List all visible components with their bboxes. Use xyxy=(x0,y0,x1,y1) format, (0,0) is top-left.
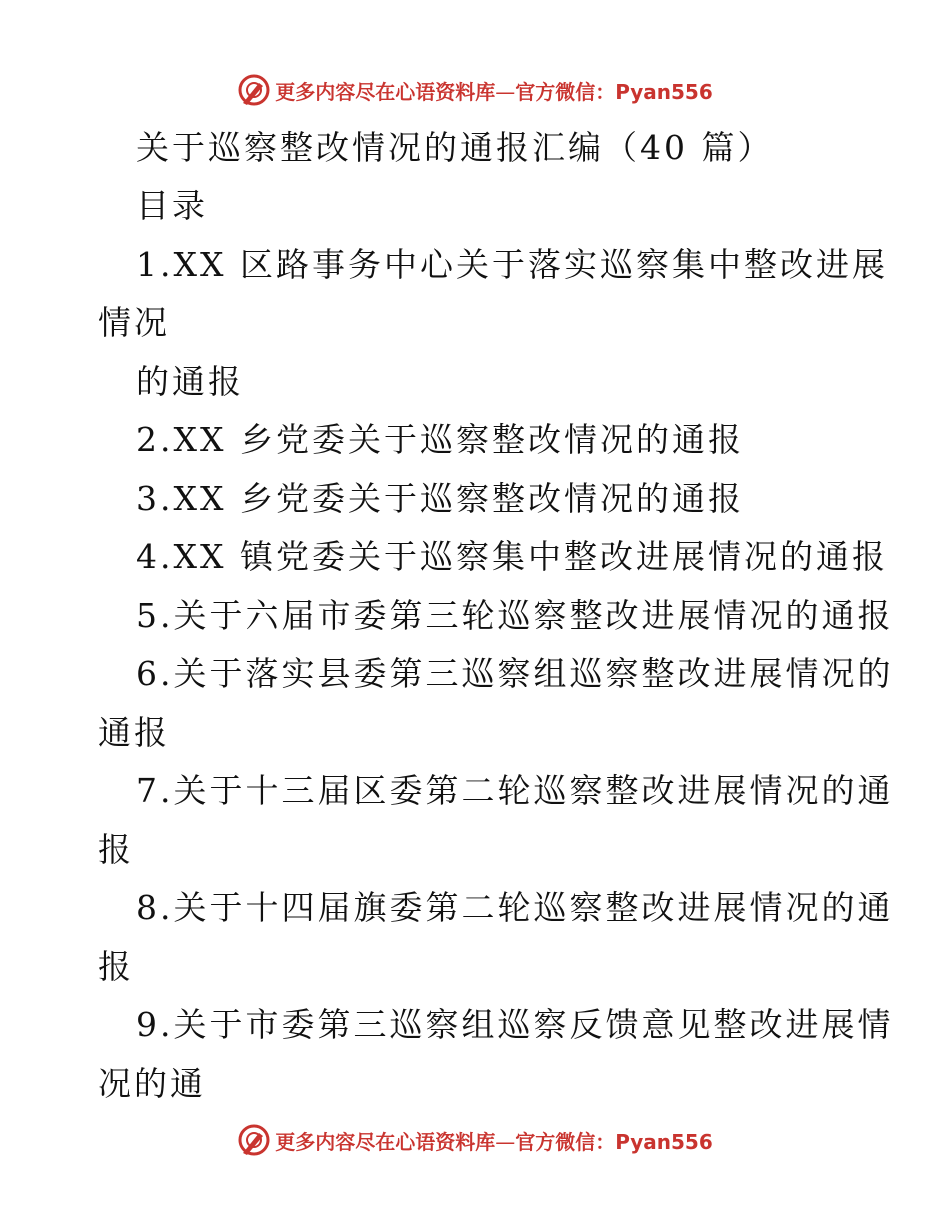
pen-logo-icon xyxy=(237,73,271,107)
toc-line: 情况 xyxy=(98,303,170,342)
toc-line: 报 xyxy=(98,830,134,869)
document-title: 关于巡察整改情况的通报汇编（40 篇） xyxy=(136,128,774,167)
banner-suffix: 官方微信：Pyan556 xyxy=(515,79,713,104)
toc-line: 7.关于十三届区委第二轮巡察整改进展情况的通 xyxy=(136,771,894,810)
footer-banner xyxy=(0,1120,950,1160)
toc-line: 1.XX 区路事务中心关于落实巡察集中整改进展 xyxy=(136,245,888,284)
toc-line: 8.关于十四届旗委第二轮巡察整改进展情况的通 xyxy=(136,888,894,927)
toc-line: 6.关于落实县委第三巡察组巡察整改进展情况的 xyxy=(136,654,894,693)
pen-logo-icon xyxy=(237,1123,271,1157)
banner-separator: — xyxy=(495,79,516,104)
banner-suffix: 官方微信：Pyan556 xyxy=(515,1129,713,1154)
toc-line: 2.XX 乡党委关于巡察整改情况的通报 xyxy=(136,420,744,459)
banner-text xyxy=(275,1126,713,1155)
banner-separator: — xyxy=(495,1129,516,1154)
toc-line: 通报 xyxy=(98,713,170,752)
toc-line: 的通报 xyxy=(136,362,244,401)
toc-line: 3.XX 乡党委关于巡察整改情况的通报 xyxy=(136,479,744,518)
banner-main-text: 更多内容尽在心语资料库 xyxy=(275,1129,496,1154)
toc-line: 4.XX 镇党委关于巡察集中整改进展情况的通报 xyxy=(136,537,888,576)
banner-text xyxy=(275,76,713,105)
toc-line: 报 xyxy=(98,947,134,986)
toc-line: 况的通 xyxy=(98,1064,206,1103)
header-banner xyxy=(0,70,950,110)
banner-main-text: 更多内容尽在心语资料库 xyxy=(275,79,496,104)
toc-line: 5.关于六届市委第三轮巡察整改进展情况的通报 xyxy=(136,596,894,635)
toc-line: 9.关于市委第三巡察组巡察反馈意见整改进展情 xyxy=(136,1005,894,1044)
toc-heading: 目录 xyxy=(136,186,208,225)
